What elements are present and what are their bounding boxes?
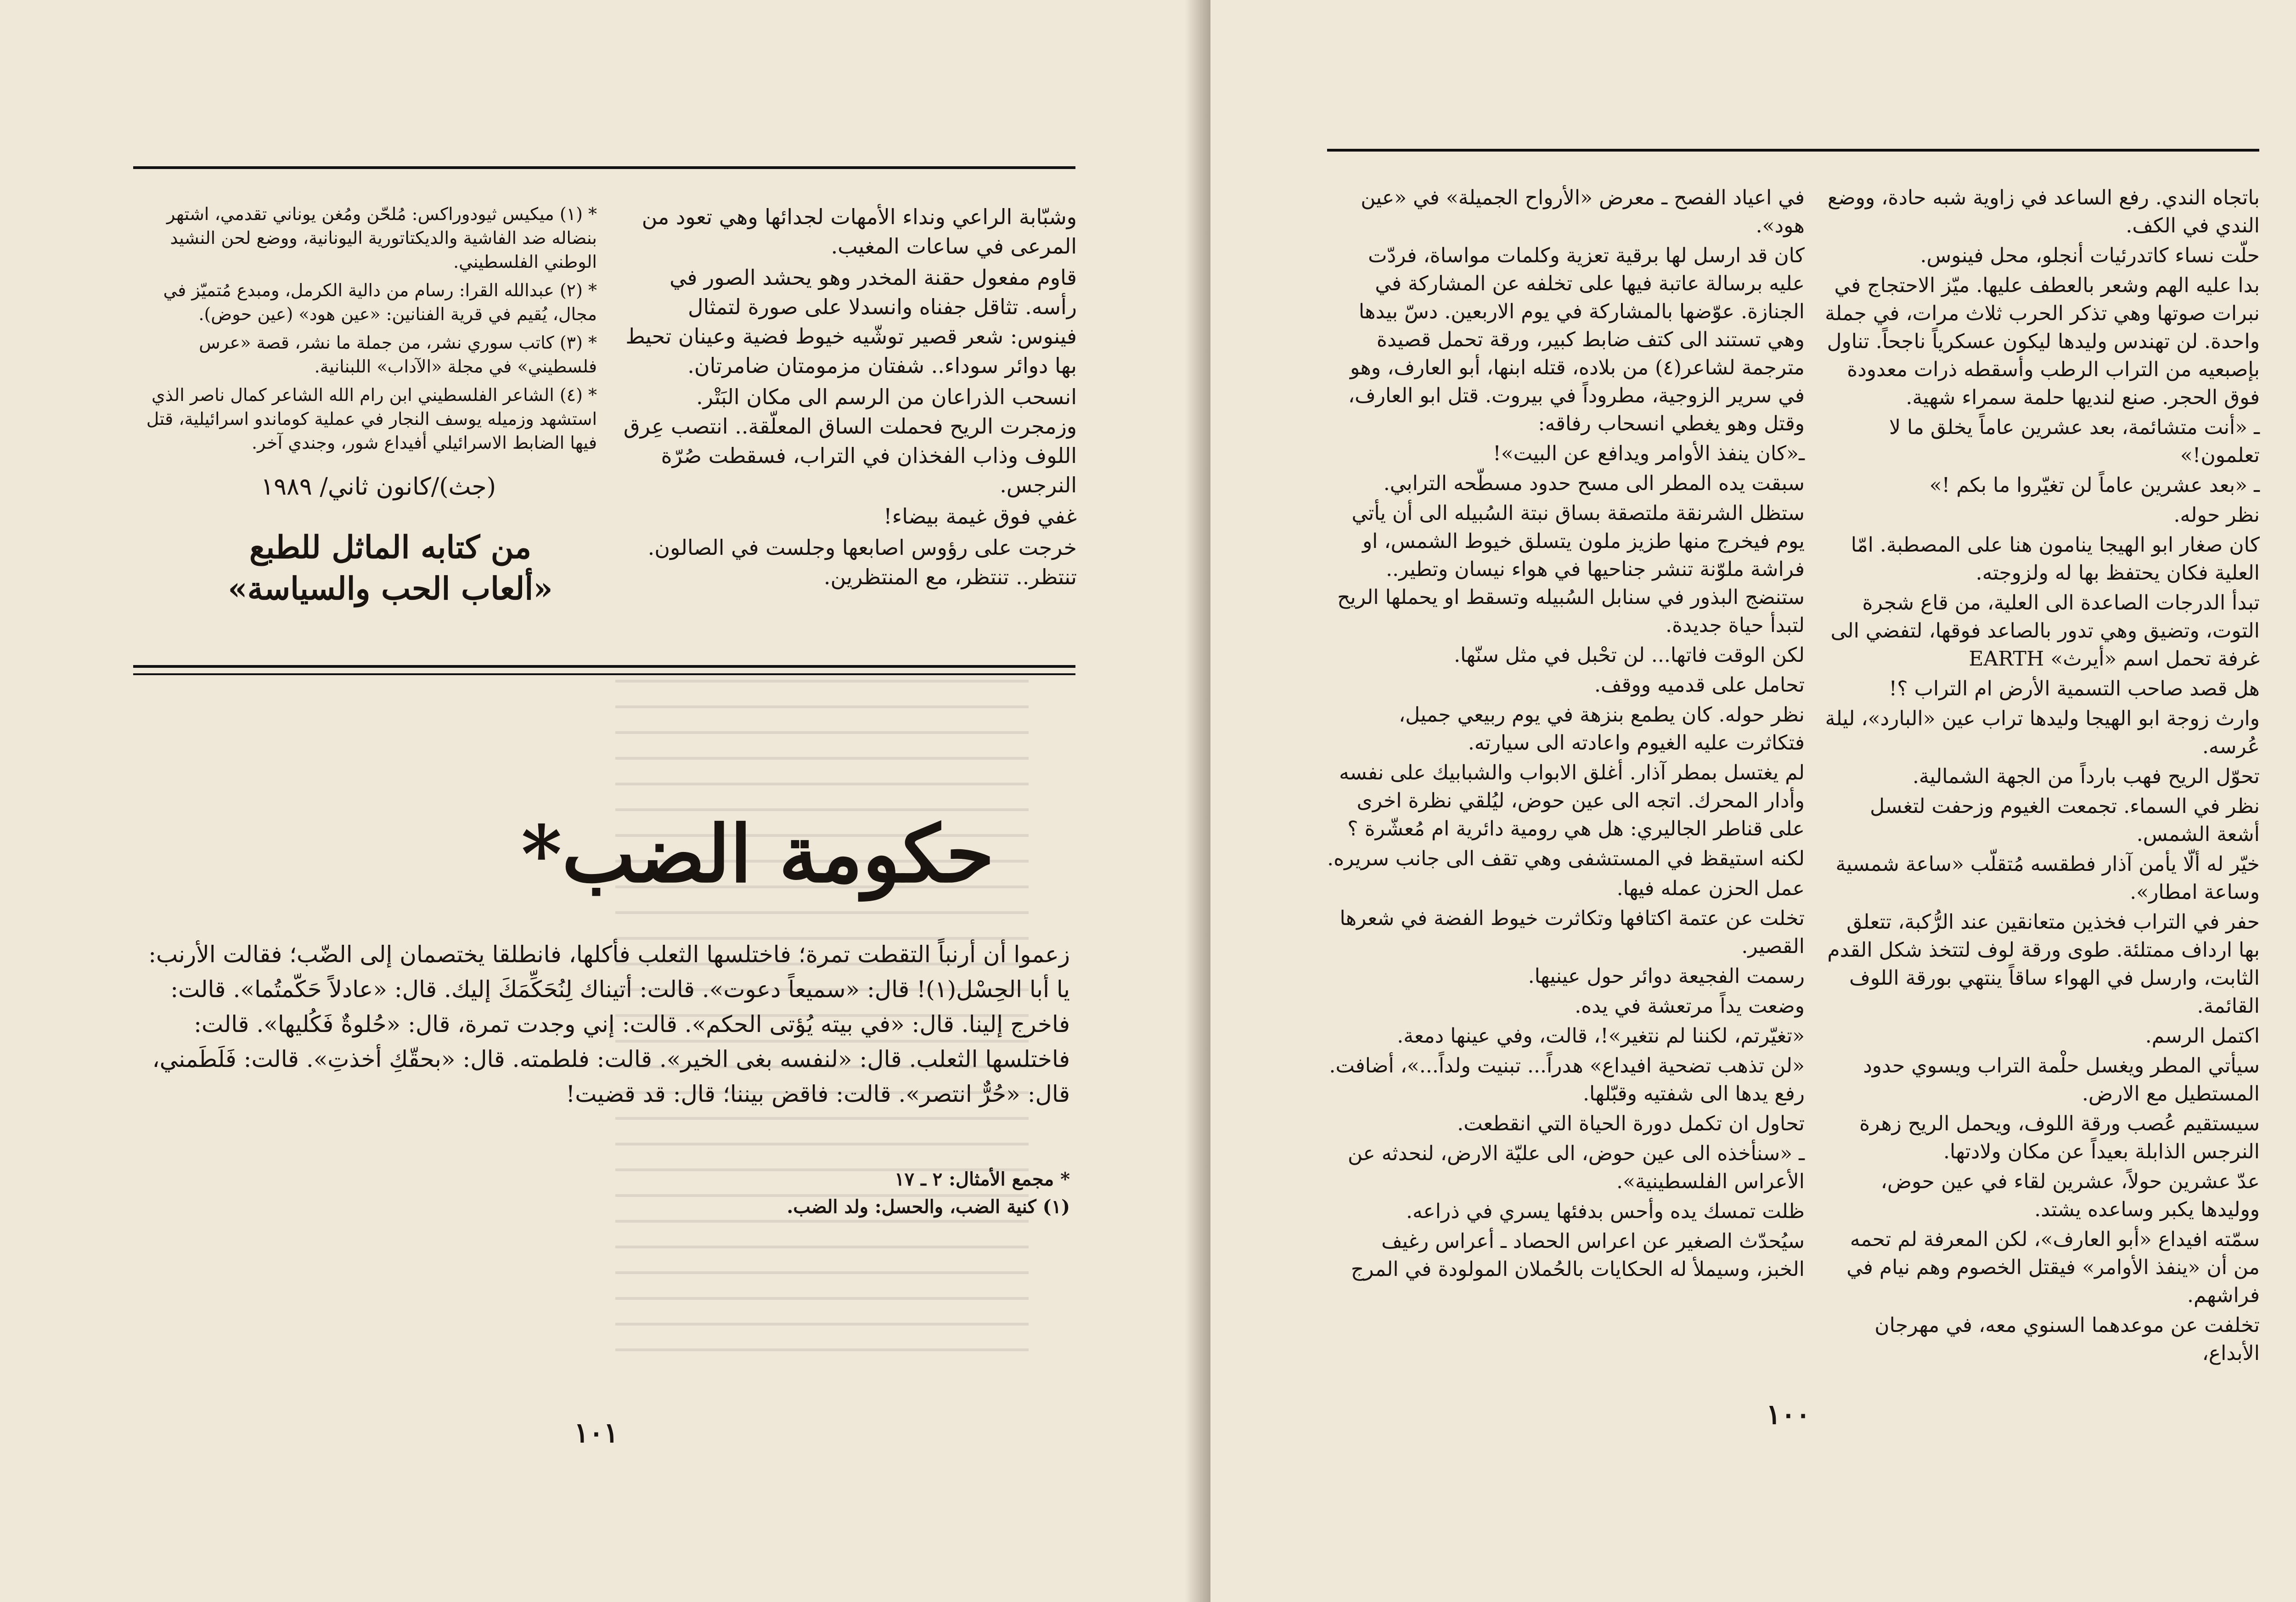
right-text-column — [1821, 184, 2260, 1369]
paragraph: ـ«كان ينفذ الأوامر ويدافع عن البيت»! — [1493, 442, 1805, 465]
paragraph: ـ «سنأخذه الى عين حوض، الى عليّة الارض، لنحدثه عن الأعراس الفلسطينية». — [1348, 1142, 1805, 1193]
left-text-column — [618, 202, 1077, 593]
paragraph: بدا عليه الهم وشعر بالعطف عليها. ميّز الاحتجاج في نبرات صوتها وهي تذكر الحرب ثلاث مرات، في جملة واحدة. لن تهندس وليدها ليكون عسكرياً ناجحاً. تناول بإصبعيه من التراب الرطب وأسقطه ذرات معدودة فوق الحجر. صنع لنديها حلمة سمراء شهية. — [1825, 274, 2260, 409]
paragraph: سيُحدّث الصغير عن اعراس الحصاد ـ أعراس رغيف الخبز، وسيملأ له الحكايات بالحُملان المولودة في المرج — [1351, 1230, 1805, 1281]
paragraph: خرجت على رؤوس اصابعها وجلست في الصالون. تنتظر.. تنتظر، مع المنتظرين. — [647, 535, 1077, 589]
paragraph: سيستقيم عُصب ورقة اللوف، ويحمل الريح زهرة النرجس الذابلة بعيداً عن مكان ولادتها. — [1859, 1112, 2260, 1163]
paragraph: اكتمل الرسم. — [2145, 1024, 2260, 1048]
paragraph: ـ «بعد عشرين عاماً لن تغيّروا ما بكم !» — [1929, 474, 2260, 497]
page-number: ١٠١ — [574, 1417, 619, 1449]
date-credit: (جث)/كانون ثاني/ ١٩٨٩ — [261, 473, 496, 501]
paragraph: هل قصد صاحب التسمية الأرض ام التراب ؟! — [1889, 677, 2260, 700]
paragraph: كان صغار ابو الهيجا ينامون هنا على المصطبة. امّا العلية فكان يحتفظ بها له ولزوجته. — [1851, 533, 2260, 585]
paragraph: رسمت الفجيعة دوائر حول عينيها. — [1528, 965, 1805, 988]
footnote: * (٣) كاتب سوري نشر، من جملة ما نشر، قصة «عرس فلسطيني» في مجلة «الآداب» اللبنانية. — [199, 333, 597, 377]
paragraph: سمّته افيداع «أبو العارف»، لكن المعرفة لم تحمه من أن «ينفذ الأوامر» فيقتل الخصوم وهم نيام في فراشهم. — [1846, 1228, 2260, 1307]
source-book: «ألعاب الحب والسياسة» — [228, 570, 553, 607]
paragraph: تخلفت عن موعدهما السنوي معه، في مهرجان الأبداع، — [1874, 1314, 2260, 1365]
paragraph: ستظل الشرنقة ملتصقة بساق نبتة السُبيله الى أن يأتي يوم فيخرج منها طزيز ملون يتسلق خيوط الشمس، او فراشة ملوّنة تنشر جناحيها في هواء نيسان وتطير.. ستنضج البذور في سنابل السُبيله وتسقط او يحملها الريح لتبدأ حياة جديدة. — [1337, 502, 1805, 637]
paragraph: سبقت يده المطر الى مسح حدود مسطّحه الترابي. — [1383, 472, 1805, 495]
paragraph: لكنه استيقظ في المستشفى وهي تقف الى جانب سريره. — [1327, 847, 1805, 870]
paragraph: تبدأ الدرجات الصاعدة الى العلية، من قاع شجرة التوت، وتضيق وهي تدور بالصاعد فوقها، لتفضي الى غرفة تحمل اسم «أيرث» EARTH — [1830, 591, 2260, 671]
paragraph: باتجاه الندي. رفع الساعد في زاوية شبه حادة، ووضع الندي في الكف. — [1827, 186, 2260, 237]
left-text-column — [1327, 184, 1805, 1285]
footnote: * (١) ميكيس ثيودوراكس: مُلحّن ومُغن يوناني تقدمي، اشتهر بنضاله ضد الفاشية والديكتاتورية اليونانية، ووضع لحن النشيد الوطني الفلسطيني. — [167, 204, 597, 272]
story-note-source: * مجمع الأمثال: ٢ ـ ١٧ — [895, 1168, 1070, 1190]
middle-rule-bottom — [133, 673, 1075, 675]
paragraph: «تغيّرتم، لكننا لم نتغير»!، قالت، وفي عينها دمعة. — [1397, 1024, 1805, 1048]
paragraph: عدّ عشرين حولاً، عشرين لقاء في عين حوض، ووليدها يكبر وساعده يشتد. — [1880, 1170, 2260, 1221]
story-note-1: (١) كنية الضب، والحسل: ولد الضب. — [787, 1196, 1070, 1218]
paragraph: تحوّل الريح فهب بارداً من الجهة الشمالية. — [1912, 765, 2260, 788]
paragraph: وشبّابة الراعي ونداء الأمهات لجدائها وهي تعود من المرعى في ساعات المغيب. — [642, 204, 1077, 259]
page-number: ١٠٠ — [1766, 1399, 1811, 1431]
middle-rule-top — [133, 665, 1075, 668]
paragraph: لكن الوقت فاتها... لن تحْبل في مثل سنّها. — [1454, 643, 1805, 667]
paragraph: ظلت تمسك يده وأحس بدفئها يسري في ذراعه. — [1406, 1200, 1805, 1223]
paragraph: تخلت عن عتمة اكتافها وتكاثرت خيوط الفضة في شعرها القصير. — [1339, 907, 1805, 958]
paragraph: حفر في التراب فخذين متعانقين عند الرُّكبة، تتعلق بها ارداف ممتلئة. طوى ورقة لوف لتتخذ شكل القدم الثابت، وارسل في الهواء ساقاً ينتهي بورقة اللوف القائمة. — [1827, 910, 2260, 1018]
paragraph: سيأتي المطر ويغسل حلْمة التراب ويسوي حدود المستطيل مع الارض. — [1863, 1054, 2260, 1106]
top-rule — [133, 166, 1075, 169]
footnotes — [133, 202, 597, 459]
paragraph: تحاول ان تكمل دورة الحياة التي انقطعت. — [1457, 1112, 1805, 1135]
paragraph: انسحب الذراعان من الرسم الى مكان البَتْر. وزمجرت الريح فحملت الساق المعلّقة.. انتصب عِرق اللوف وذاب الفخذان في التراب، فسقطت صُرّة النرجس. — [623, 384, 1077, 497]
story-title: حكومة الضب* — [521, 808, 995, 900]
paragraph: ـ «أنت متشائمة، بعد عشرين عاماً يخلق ما لا تعلمون!» — [1889, 416, 2260, 467]
paragraph: نظر حوله. كان يطمع بنزهة في يوم ربيعي جميل، فتكاثرت عليه الغيوم واعادته الى سيارته. — [1399, 703, 1805, 755]
top-rule — [1327, 149, 2259, 152]
footnote: * (٤) الشاعر الفلسطيني ابن رام الله الشاعر كمال ناصر الذي استشهد وزميله يوسف النجار في عملية كوماندو اسرائيلية، قتل فيها الضابط الاسرائيلي أفيداع شور، وجندي آخر. — [146, 385, 597, 453]
paragraph: لم يغتسل بمطر آذار. أغلق الابواب والشبابيك على نفسه وأدار المحرك. اتجه الى عين حوض، ليُلقي نظرة اخرى على قناطر الجاليري: هل هي رومية دائرية ام مُعشّرة ؟ — [1339, 761, 1805, 840]
paragraph: غفي فوق غيمة بيضاء! — [884, 504, 1077, 529]
source-title: من كتابه الماثل للطبع — [249, 529, 531, 566]
paragraph: وارث زوجة ابو الهيجا وليدها تراب عين «البارد»، ليلة عُرسه. — [1825, 707, 2260, 758]
paragraph: نظر في السماء. تجمعت الغيوم وزحفت لتغسل أشعة الشمس. — [1870, 795, 2260, 846]
paragraph: عمل الحزن عمله فيها. — [1616, 877, 1805, 900]
paragraph: كان قد ارسل لها برقية تعزية وكلمات مواساة، فردّت عليه برسالة عاتبة فيها على تخلفه عن المشاركة في الجنازة. عوّضها بالمشاركة في يوم الاربعين. دسّ بيدها وهي تستند الى كتف ضابط كبير، ورقة تحمل قصيدة مترجمة لشاعر(٤) من بلاده، قتله ابنها، أبو العارف، وهو في سرير الزوجية، مطروداً في بيروت. قتل ابو العارف، وقتل وهو يغطي انسحاب رفاقه: — [1348, 244, 1805, 435]
paragraph: تحامل على قدميه ووقف. — [1594, 673, 1805, 697]
story-body: زعموا أن أرنباً التقطت تمرة؛ فاختلسها الثعلب فأكلها، فانطلقا يختصمان إلى الضّب؛ فقالت الأرنب: يا أبا الحِسْل(١)! قال: «سميعاً دعوت». قالت: أتيناك لِنُحَكِّمَكَ إليك. قال: «عادلاً حَكّمتُما». قالت: فاخرج إلينا. قال: «في بيته يُؤتى الحكم». قالت: إني وجدت تمرة، قال: «حُلوةٌ فَكُليها». قالت: فاختلسها الثعلب. قال: «لنفسه بغى الخير». قالت: فلطمته. قال: «بحقّكِ أخذتِ». قالت: فَلَطَمني، قال: «حُرٌّ انتصر». قالت: فاقض بيننا؛ قال: قد قضيت! — [148, 941, 1070, 1107]
paragraph: «لن تذهب تضحية افيداع» هدراً... تبنيت ولداً...»، أضافت. رفع يدها الى شفتيه وقبّلها. — [1329, 1054, 1805, 1106]
paragraph: وضعت يداً مرتعشة في يده. — [1575, 994, 1805, 1018]
paragraph: خيّر له ألّا يأمن آذار فطقسه مُتقلّب «ساعة شمسية وساعة امطار». — [1835, 852, 2260, 904]
right-page — [1210, 0, 2296, 1602]
paragraph: في اعياد الفصح ـ معرض «الأرواح الجميلة» في «عين هود». — [1361, 186, 1805, 237]
paragraph: نظر حوله. — [2173, 503, 2260, 527]
paragraph: حلّت نساء كاتدرئيات أنجلو، محل فينوس. — [1920, 244, 2260, 267]
footnote: * (٢) عبدالله القرا: رسام من دالية الكرمل، ومبدع مُتميّز في مجال، يُقيم في قرية الفنانين: «عين هود» (عين حوض). — [163, 280, 597, 324]
paragraph: قاوم مفعول حقنة المخدر وهو يحشد الصور في رأسه. تثاقل جفناه وانسدلا على صورة لتمثال فينوس: شعر قصير توشّيه خيوط فضية وعينان تحيط بها دوائر سوداء.. شفتان مزمومتان ضامرتان. — [625, 265, 1077, 378]
